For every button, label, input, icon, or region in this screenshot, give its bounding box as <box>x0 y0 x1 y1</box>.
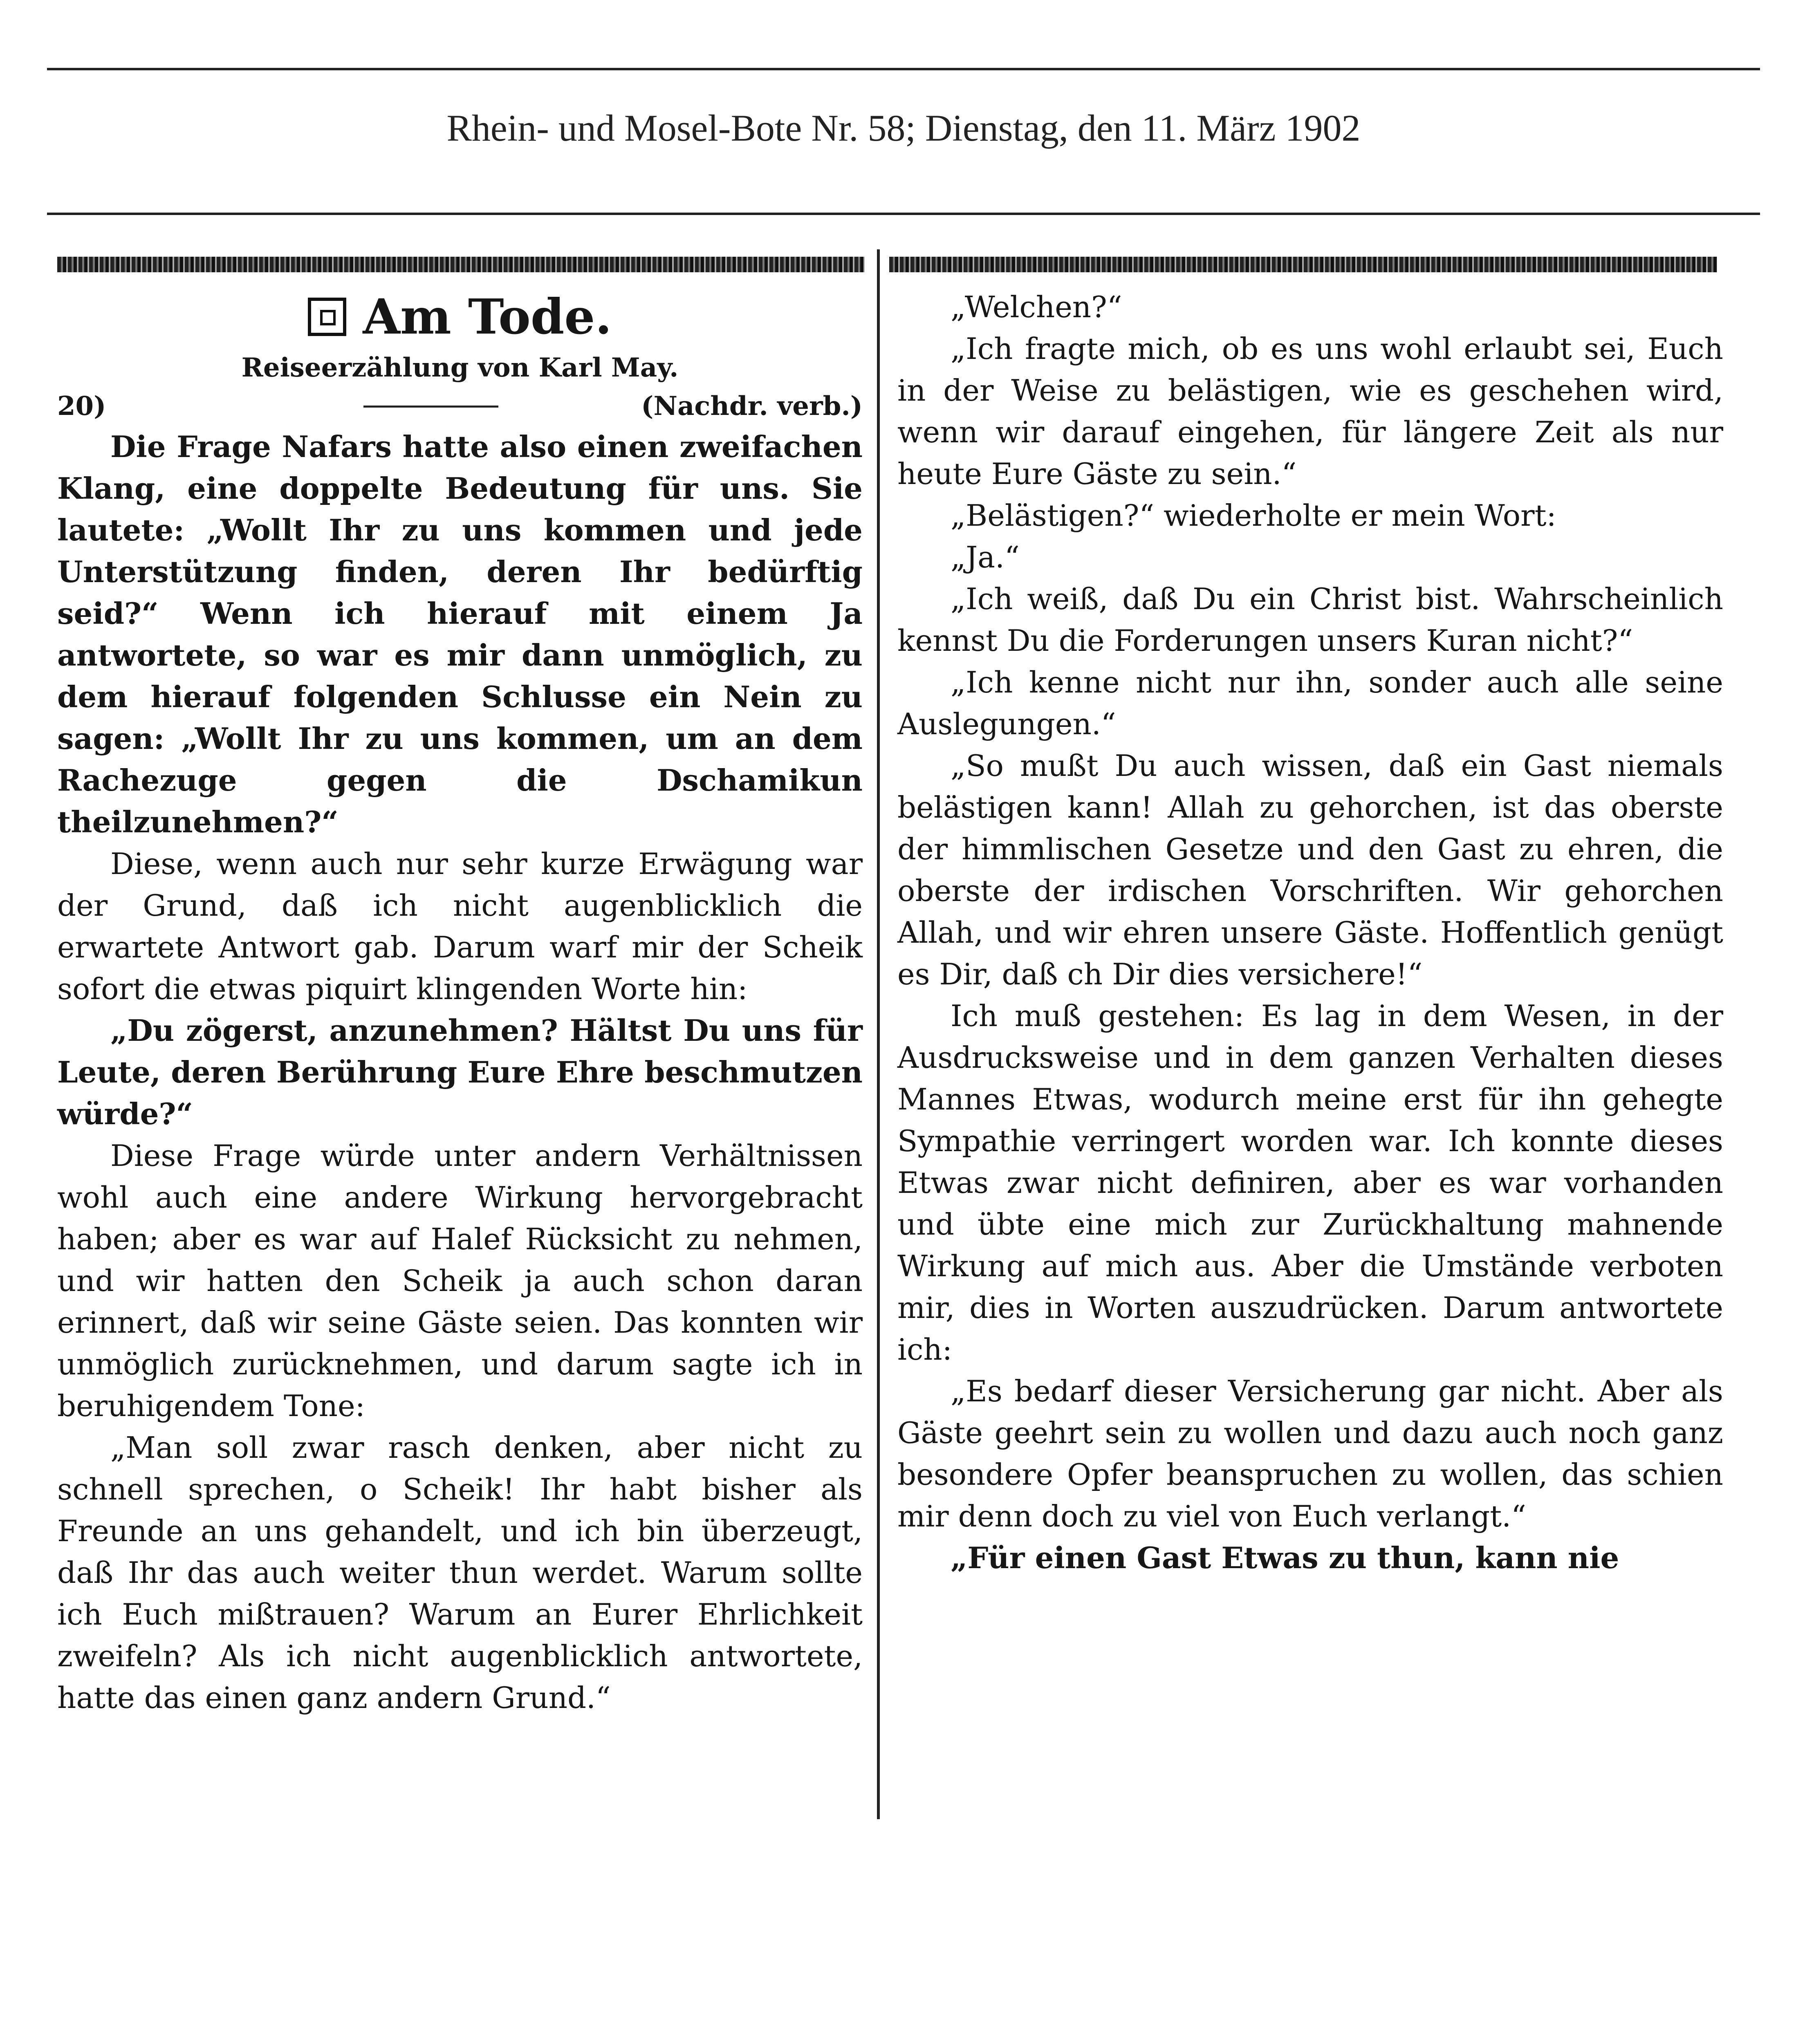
column-divider <box>877 249 880 1819</box>
installment-number: 20) <box>57 391 106 421</box>
installment-row <box>57 387 863 426</box>
decorative-border-right <box>889 257 1717 272</box>
right-paragraph: „Ich fragte mich, ob es uns wohl erlaubt sei, Euch in der Weise zu belästigen, wie es geschehen wird, wenn wir darauf eingehen, für längere Zeit als nur heute Eure Gäste zu sein.“ <box>897 332 1723 491</box>
right-paragraph: „Ich weiß, daß Du ein Christ bist. Wahrscheinlich kennst Du die Forderungen unsers Kuran nicht?“ <box>897 582 1723 658</box>
article-subtitle: Reiseerzählung von Karl May. <box>241 352 679 383</box>
right-paragraph: „Welchen?“ <box>951 290 1122 324</box>
right-column <box>897 286 1723 1579</box>
reprint-note: (Nachdr. verb.) <box>641 391 863 421</box>
right-paragraph: „Für einen Gast Etwas zu thun, kann nie <box>951 1540 1619 1575</box>
running-head: Rhein- und Mosel-Bote Nr. 58; Dienstag, den 11. März 1902 <box>446 107 1361 149</box>
installment-dash <box>363 406 498 408</box>
right-paragraph: „Es bedarf dieser Versicherung gar nicht. Aber als Gäste geehrt sein zu wollen und dazu auch noch ganz besondere Opfer beanspruchen zu wollen, das schien mir denn doch zu viel von Euch verlangt.“ <box>897 1374 1723 1533</box>
right-paragraph: „Ich kenne nicht nur ihn, sonder auch alle seine Auslegungen.“ <box>897 665 1723 741</box>
ornament-box-icon <box>308 298 346 336</box>
right-paragraph: „Ja.“ <box>951 540 1020 574</box>
article-title <box>57 286 863 347</box>
decorative-border-left <box>57 257 865 272</box>
header-rule <box>47 213 1760 215</box>
left-column <box>57 286 863 1719</box>
right-paragraph: „So mußt Du auch wissen, daß ein Gast niemals belästigen kann! Allah zu gehorchen, ist das oberste der himmlischen Gesetze und den Gast zu ehren, die oberste der irdischen Vorschriften. Wir gehorchen Allah, und wir ehren unsere Gäste. Hoffentlich genügt es Dir, daß ch Dir dies versichere!“ <box>897 749 1723 991</box>
left-paragraph: Diese Frage würde unter andern Verhältnissen wohl auch eine andere Wirkung hervorgebracht haben; aber es war auf Halef Rücksicht zu nehmen, und wir hatten den Scheik ja auch schon daran erinnert, daß wir seine Gäste seien. Das konnten wir unmöglich zurücknehmen, und darum sagte ich in beruhigendem Tone: <box>57 1139 863 1423</box>
left-paragraph: „Du zögerst, anzunehmen? Hältst Du uns für Leute, deren Berührung Eure Ehre beschmutzen würde?“ <box>57 1013 863 1131</box>
top-rule <box>47 68 1760 70</box>
left-paragraph: Diese, wenn auch nur sehr kurze Erwägung war der Grund, daß ich nicht augenblicklich die erwartete Antwort gab. Darum warf mir der Scheik sofort die etwas piquirt klingenden Worte hin: <box>57 847 863 1006</box>
left-paragraph: Die Frage Nafars hatte also einen zweifachen Klang, eine doppelte Bedeutung für uns. Sie lautete: „Wollt Ihr zu uns kommen und jede Unterstützung finden, deren Ihr bedürftig seid?“ Wenn ich hierauf mit einem Ja antwortete, so war es mir dann unmöglich, zu dem hierauf folgenden Schlusse ein Nein zu sagen: „Wollt Ihr zu uns kommen, um an dem Rachezuge gegen die Dschamikun theilzunehmen?“ <box>57 429 863 839</box>
right-paragraph: „Belästigen?“ wiederholte er mein Wort: <box>951 498 1556 533</box>
left-paragraph: „Man soll zwar rasch denken, aber nicht zu schnell sprechen, o Scheik! Ihr habt bisher als Freunde an uns gehandelt, und ich bin überzeugt, daß Ihr das auch weiter thun werdet. Warum sollte ich Euch mißtrauen? Warum an Eurer Ehrlichkeit zweifeln? Als ich nicht augenblicklich antwortete, hatte das einen ganz andern Grund.“ <box>57 1430 863 1715</box>
article-title-text: Am Tode. <box>363 288 612 345</box>
right-paragraph: Ich muß gestehen: Es lag in dem Wesen, in der Ausdrucksweise und in dem ganzen Verhalten dieses Mannes Etwas, wodurch meine erst für ihn gehegte Sympathie verringert worden war. Ich konnte dieses Etwas zwar nicht definiren, aber es war vorhanden und übte eine mich zur Zurückhaltung mahnende Wirkung auf mich aus. Aber die Umstände verboten mir, dies in Worten auszudrücken. Darum antwortete ich: <box>897 999 1723 1367</box>
